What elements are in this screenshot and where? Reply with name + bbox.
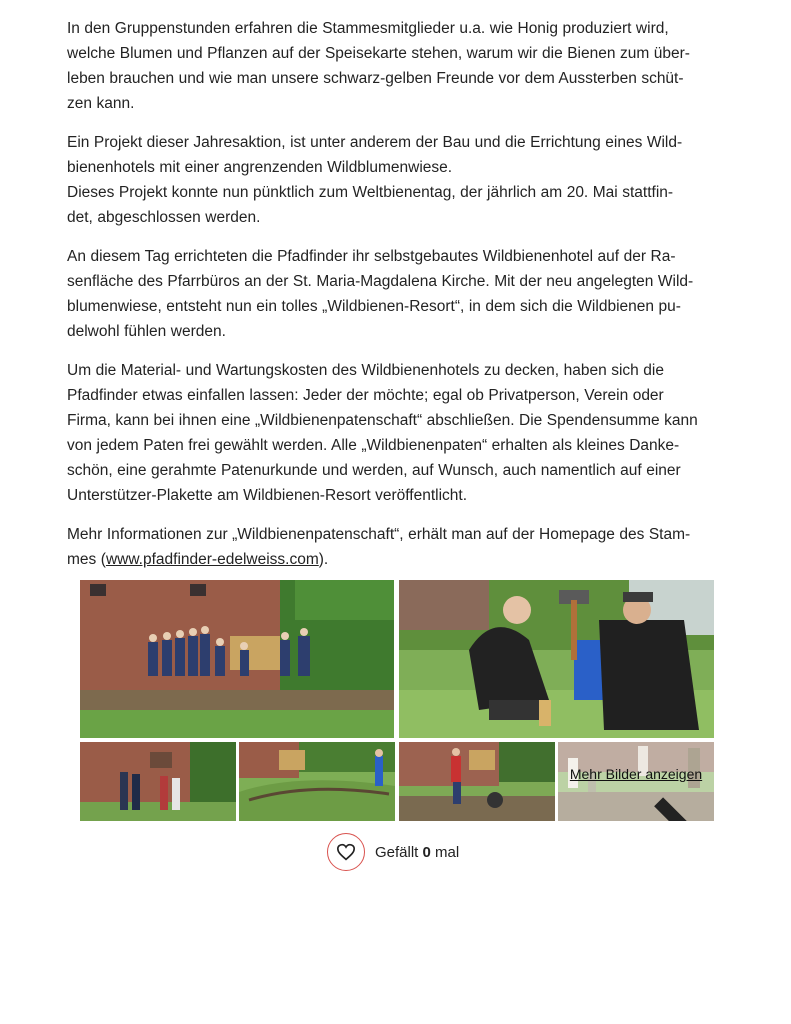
- like-section: [327, 832, 459, 872]
- gallery-photo-work[interactable]: [399, 580, 714, 738]
- paragraph-1: [67, 16, 727, 116]
- like-button[interactable]: [327, 833, 365, 871]
- gallery-thumb-1[interactable]: [80, 742, 236, 821]
- text-line: An diesem Tag errichteten die Pfadfinder ihr selbstgebautes Wildbienenhotel auf der Ra-: [67, 248, 676, 265]
- text-line: blumenwiese, entsteht nun ein tolles „Wildbienen-Resort“, in dem sich die Wildbienen pu-: [67, 298, 681, 315]
- text-line: Unterstützer-Plakette am Wildbienen-Resort veröffentlicht.: [67, 487, 468, 504]
- text-line: Um die Material- und Wartungskosten des Wildbienenhotels zu decken, haben sich die: [67, 362, 664, 379]
- text-line: Dieses Projekt konnte nun pünktlich zum Weltbienentag, der jährlich am 20. Mai stattfin-: [67, 184, 674, 201]
- group-photo-image: [80, 580, 394, 738]
- photo-gallery: [80, 580, 714, 822]
- paragraph-2: [67, 130, 727, 230]
- gallery-thumb-3[interactable]: [399, 742, 555, 821]
- text-line: Pfadfinder etwas einfallen lassen: Jeder der möchte; egal ob Privatperson, Verein oder: [67, 387, 664, 404]
- like-suffix: mal: [430, 843, 460, 861]
- gallery-photo-group[interactable]: [80, 580, 394, 738]
- chevron-down-icon: [628, 786, 714, 821]
- thumb-2-image: [239, 742, 395, 821]
- text-line: welche Blumen und Pflanzen auf der Speisekarte stehen, warum wir die Bienen zum über-: [67, 45, 690, 62]
- thumb-1-image: [80, 742, 236, 821]
- paragraph-4: [67, 358, 727, 508]
- gallery-thumb-4-more[interactable]: [558, 742, 714, 821]
- text-line: senfläche des Pfarrbüros an der St. Maria-Magdalena Kirche. Mit der neu angelegten Wild-: [67, 273, 694, 290]
- work-photo-image: [399, 580, 714, 738]
- text-line: schön, eine gerahmte Patenurkunde und werden, auf Wunsch, auch namentlich auf einer: [67, 462, 681, 479]
- homepage-link[interactable]: www.pfadfinder-edelweiss.com: [105, 551, 319, 568]
- text-line: In den Gruppenstunden erfahren die Stammesmitglieder u.a. wie Honig produziert wird,: [67, 20, 669, 37]
- article-body: [67, 16, 727, 586]
- like-prefix: Gefällt: [375, 843, 423, 861]
- text-line: zen kann.: [67, 95, 135, 112]
- text-line: leben brauchen und wie man unsere schwarz-gelben Freunde vor dem Aussterben schüt-: [67, 70, 684, 87]
- text-line: [67, 547, 727, 572]
- like-count: 0: [422, 843, 431, 861]
- text-line: von jedem Paten frei gewählt werden. Alle „Wildbienenpaten“ erhalten als kleines Danke-: [67, 437, 680, 454]
- like-count-text: [375, 844, 459, 861]
- text-line: Ein Projekt dieser Jahresaktion, ist unter anderem der Bau und die Errichtung eines Wild-: [67, 134, 683, 151]
- text-fragment: ).: [318, 551, 329, 568]
- paragraph-5: [67, 522, 727, 572]
- thumb-3-image: [399, 742, 555, 821]
- text-line: Mehr Informationen zur „Wildbienenpatenschaft“, erhält man auf der Homepage des Stam-: [67, 526, 691, 543]
- text-line: delwohl fühlen werden.: [67, 323, 226, 340]
- heart-icon: [336, 843, 356, 861]
- text-fragment: mes (: [67, 551, 106, 568]
- paragraph-3: [67, 244, 727, 344]
- more-photos-link[interactable]: Mehr Bilder anzeigen: [569, 766, 703, 782]
- text-line: bienenhotels mit einer angrenzenden Wildblumenwiese.: [67, 159, 453, 176]
- text-line: det, abgeschlossen werden.: [67, 209, 261, 226]
- gallery-thumb-2[interactable]: [239, 742, 395, 821]
- text-line: Firma, kann bei ihnen eine „Wildbienenpatenschaft“ abschließen. Die Spendensumme kann: [67, 412, 698, 429]
